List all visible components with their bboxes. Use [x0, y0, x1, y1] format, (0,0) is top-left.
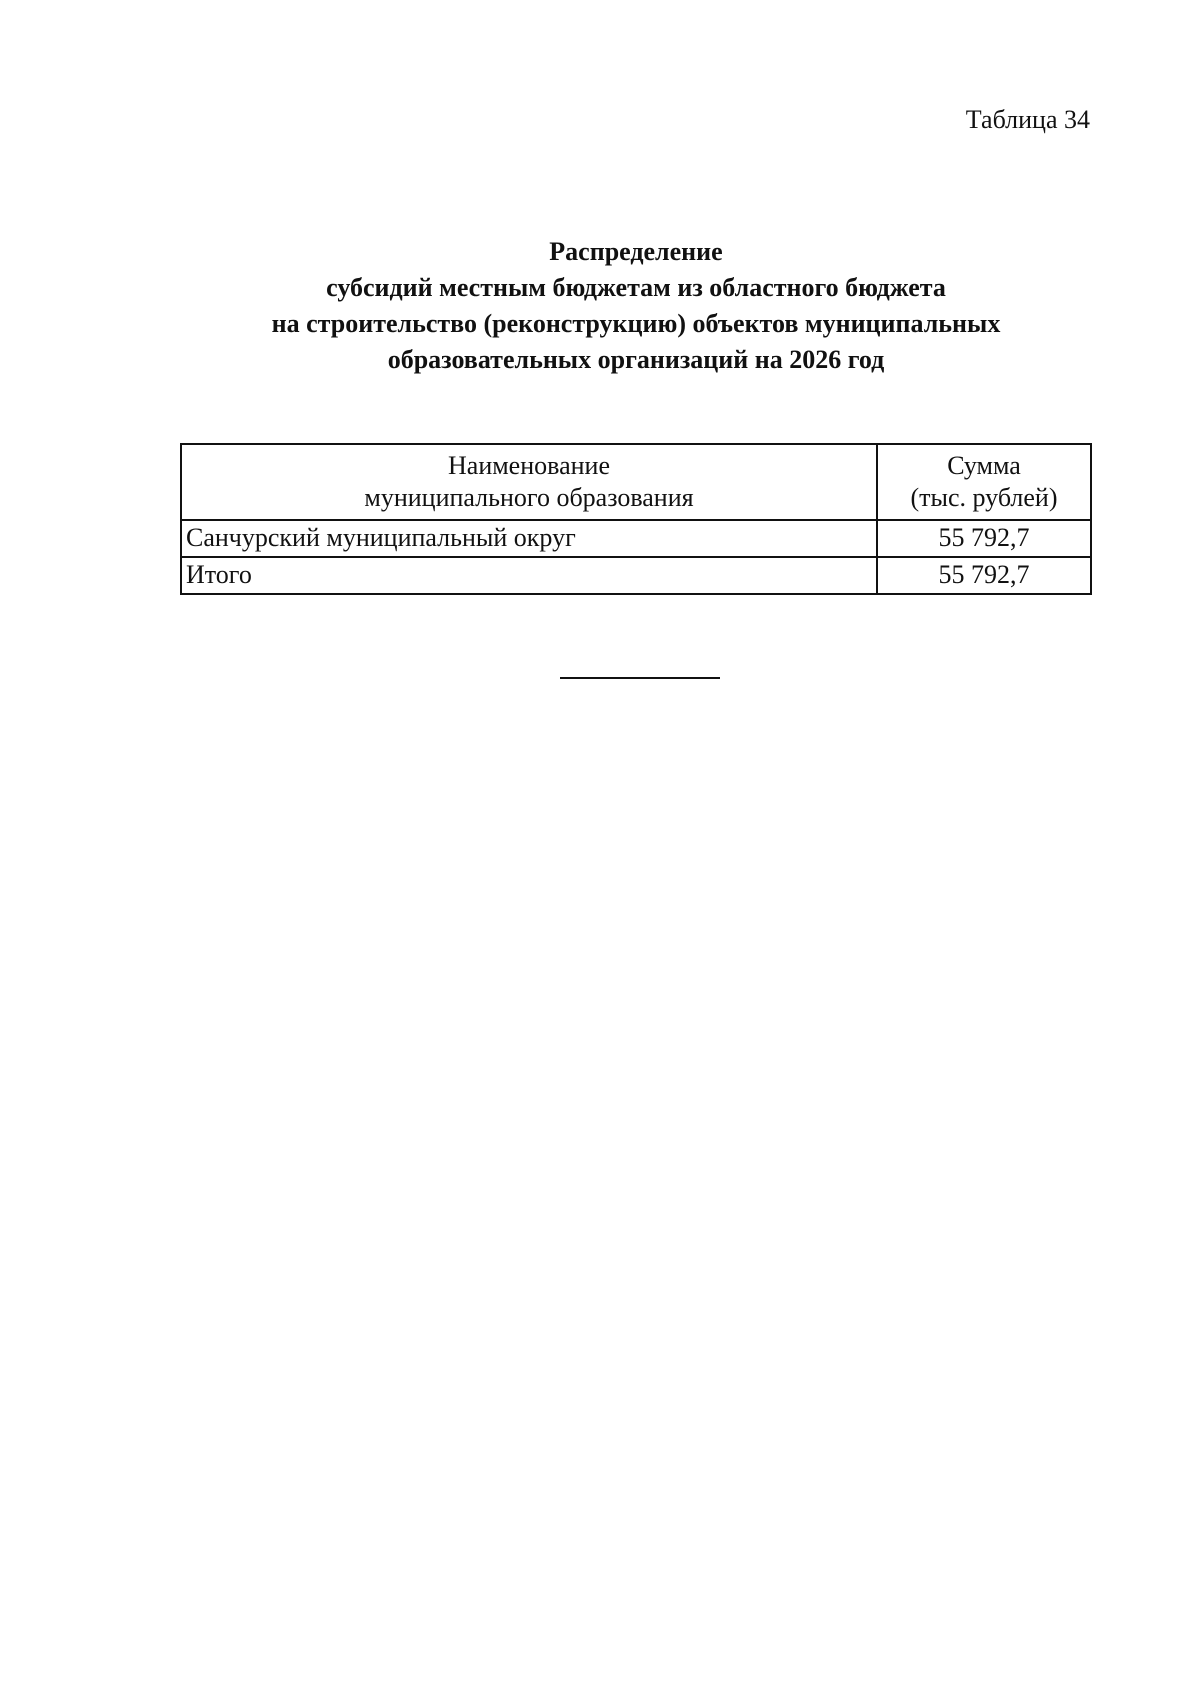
table-header-row	[181, 444, 1091, 520]
table-number: Таблица 34	[965, 105, 1090, 134]
subsidy-table	[180, 443, 1092, 595]
column-header-name-line: Наименование	[448, 450, 610, 480]
total-sum-cell: 55 792,7	[877, 557, 1091, 594]
end-separator-line	[560, 677, 720, 679]
column-header-sum-line: Сумма	[947, 450, 1021, 480]
column-header-sum-line: (тыс. рублей)	[910, 483, 1058, 512]
title-line: Распределение	[549, 237, 723, 266]
row-sum-cell: 55 792,7	[877, 520, 1091, 557]
total-name-cell: Итого	[181, 557, 877, 594]
table-body	[181, 520, 1091, 594]
row-name-cell: Санчурский муниципальный округ	[181, 520, 877, 557]
title-line: образовательных организаций на 2026 год	[387, 345, 885, 374]
table-row	[181, 520, 1091, 557]
title-line: на строительство (реконструкцию) объектов муниципальных	[271, 309, 1001, 338]
column-header-name-line: муниципального образования	[364, 483, 694, 512]
document-title	[0, 234, 1200, 378]
column-header-name	[181, 444, 877, 520]
column-header-sum	[877, 444, 1091, 520]
table-header	[181, 444, 1091, 520]
title-line: субсидий местным бюджетам из областного бюджета	[326, 273, 946, 302]
table-row-total	[181, 557, 1091, 594]
